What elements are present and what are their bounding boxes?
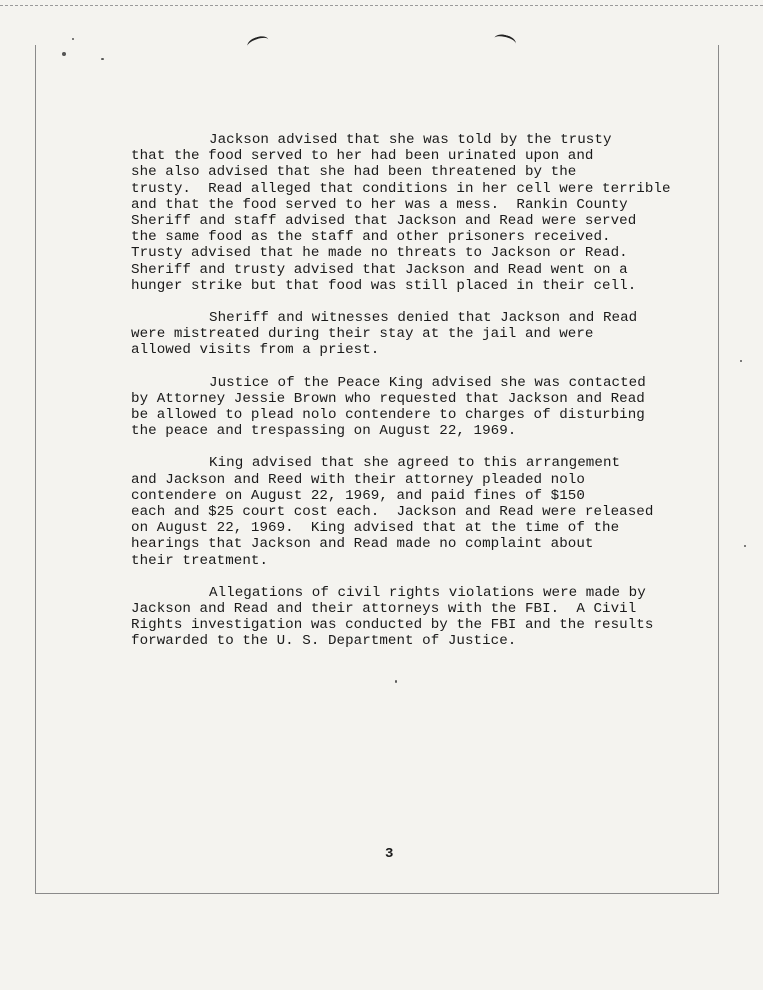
text-line: Justice of the Peace King advised she was contacted — [209, 374, 646, 391]
text-line: King advised that she agreed to this arrangement — [209, 455, 621, 472]
text-line: Jackson and Read and their attorneys with the FBI. A Civil — [131, 601, 637, 618]
paragraph-justice-king — [131, 375, 691, 440]
scan-speck — [744, 545, 746, 547]
text-line: hearings that Jackson and Read made no complaint about — [131, 536, 594, 553]
page-number: 3 — [385, 846, 394, 862]
text-line: hunger strike but that food was still placed in their cell. — [131, 277, 637, 294]
text-line: the same food as the staff and other prisoners received. — [131, 229, 611, 246]
text-line: and that the food served to her was a mess. Rankin County — [131, 196, 628, 213]
text-line: contendere on August 22, 1969, and paid fines of $150 — [131, 487, 585, 504]
text-line: trusty. Read alleged that conditions in her cell were terrible — [131, 180, 671, 197]
text-line: forwarded to the U. S. Department of Justice. — [131, 633, 517, 650]
text-line: and Jackson and Reed with their attorney pleaded nolo — [131, 471, 585, 488]
scan-speck — [62, 52, 66, 56]
text-line: Trusty advised that he made no threats to Jackson or Read. — [131, 245, 628, 262]
text-line: that the food served to her had been urinated upon and — [131, 148, 594, 165]
text-line: Sheriff and witnesses denied that Jackson and Read — [209, 310, 638, 327]
paragraph-plea-arrangement — [131, 455, 691, 568]
text-line: their treatment. — [131, 552, 269, 569]
text-line: Jackson advised that she was told by the trusty — [209, 132, 612, 148]
top-scan-edge — [0, 5, 763, 6]
scan-speck — [72, 38, 74, 40]
text-line: Sheriff and staff advised that Jackson and Read were served — [131, 213, 637, 230]
text-line: allowed visits from a priest. — [131, 342, 380, 359]
text-line: she also advised that she had been threatened by the — [131, 164, 577, 181]
paragraph-trusty-food — [131, 132, 691, 294]
text-line: each and $25 court cost each. Jackson and Read were released — [131, 504, 654, 521]
text-line: by Attorney Jessie Brown who requested that Jackson and Read — [131, 390, 645, 407]
paragraph-sheriff-denial — [131, 310, 691, 359]
text-line: Sheriff and trusty advised that Jackson and Read went on a — [131, 261, 628, 278]
scan-speck — [740, 360, 742, 362]
scan-speck — [101, 58, 104, 60]
paragraph-civil-rights — [131, 585, 691, 650]
letter-body — [131, 132, 691, 666]
text-line: the peace and trespassing on August 22, 1969. — [131, 423, 517, 440]
text-line: Allegations of civil rights violations were made by — [209, 584, 646, 601]
text-line: were mistreated during their stay at the jail and were — [131, 326, 594, 343]
text-line: on August 22, 1969. King advised that at the time of the — [131, 520, 620, 537]
text-line: be allowed to plead nolo contendere to charges of disturbing — [131, 407, 645, 424]
text-line: Rights investigation was conducted by the FBI and the results — [131, 617, 654, 634]
scan-speck — [395, 680, 397, 683]
